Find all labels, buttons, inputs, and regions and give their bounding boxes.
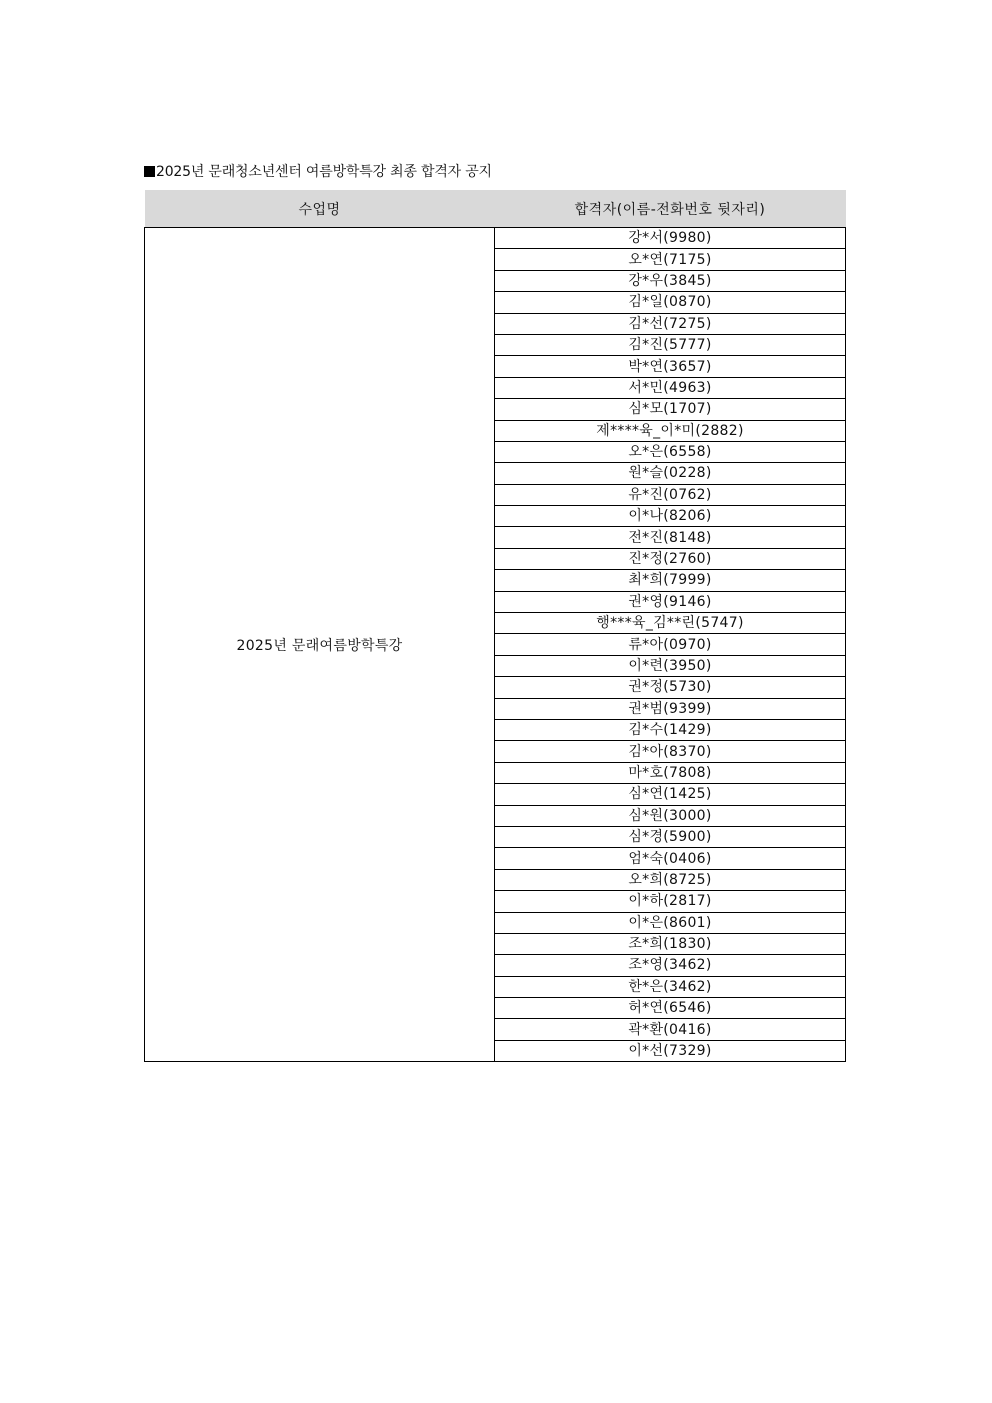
applicant-cell: 유*진(0762)	[495, 484, 846, 505]
applicant-cell: 강*서(9980)	[495, 228, 846, 249]
applicant-cell: 마*호(7808)	[495, 762, 846, 783]
course-name-cell: 2025년 문래여름방학특강	[145, 228, 495, 1062]
applicant-cell: 심*경(5900)	[495, 826, 846, 847]
applicant-cell: 오*연(7175)	[495, 249, 846, 270]
applicant-cell: 서*민(4963)	[495, 377, 846, 398]
page-title	[144, 162, 492, 182]
results-table	[144, 190, 846, 1062]
header-course: 수업명	[145, 190, 495, 228]
applicant-cell: 제****육_이*미(2882)	[495, 420, 846, 441]
applicant-cell: 김*수(1429)	[495, 719, 846, 740]
applicant-cell: 오*희(8725)	[495, 869, 846, 890]
applicant-cell: 권*정(5730)	[495, 677, 846, 698]
applicant-cell: 최*희(7999)	[495, 570, 846, 591]
applicant-cell: 이*하(2817)	[495, 891, 846, 912]
applicant-cell: 곽*환(0416)	[495, 1019, 846, 1040]
applicant-cell: 심*원(3000)	[495, 805, 846, 826]
applicant-cell: 권*범(9399)	[495, 698, 846, 719]
applicant-cell: 김*선(7275)	[495, 313, 846, 334]
applicant-cell: 권*영(9146)	[495, 591, 846, 612]
applicant-cell: 원*슬(0228)	[495, 463, 846, 484]
applicant-cell: 전*진(8148)	[495, 527, 846, 548]
applicant-cell: 진*정(2760)	[495, 548, 846, 569]
applicant-cell: 엄*숙(0406)	[495, 848, 846, 869]
results-body	[145, 228, 846, 1062]
applicant-cell: 이*나(8206)	[495, 506, 846, 527]
header-row	[145, 190, 846, 228]
applicant-cell: 김*일(0870)	[495, 292, 846, 313]
black-square-icon	[144, 166, 155, 177]
applicant-cell: 이*은(8601)	[495, 912, 846, 933]
applicant-cell: 김*진(5777)	[495, 334, 846, 355]
applicant-cell: 김*아(8370)	[495, 741, 846, 762]
applicant-cell: 류*아(0970)	[495, 634, 846, 655]
page-title-text: 2025년 문래청소년센터 여름방학특강 최종 합격자 공지	[156, 164, 492, 180]
applicant-cell: 심*모(1707)	[495, 399, 846, 420]
applicant-cell: 심*연(1425)	[495, 784, 846, 805]
applicant-cell: 오*은(6558)	[495, 441, 846, 462]
applicant-cell: 이*선(7329)	[495, 1040, 846, 1061]
applicant-cell: 강*우(3845)	[495, 270, 846, 291]
applicant-cell: 허*연(6546)	[495, 998, 846, 1019]
applicant-cell: 조*영(3462)	[495, 955, 846, 976]
header-applicants: 합격자(이름-전화번호 뒷자리)	[495, 190, 846, 228]
applicant-cell: 박*연(3657)	[495, 356, 846, 377]
applicant-cell: 이*련(3950)	[495, 655, 846, 676]
applicant-cell: 조*희(1830)	[495, 933, 846, 954]
table-row	[145, 228, 846, 249]
applicant-cell: 행***육_김**린(5747)	[495, 613, 846, 634]
applicant-cell: 한*은(3462)	[495, 976, 846, 997]
